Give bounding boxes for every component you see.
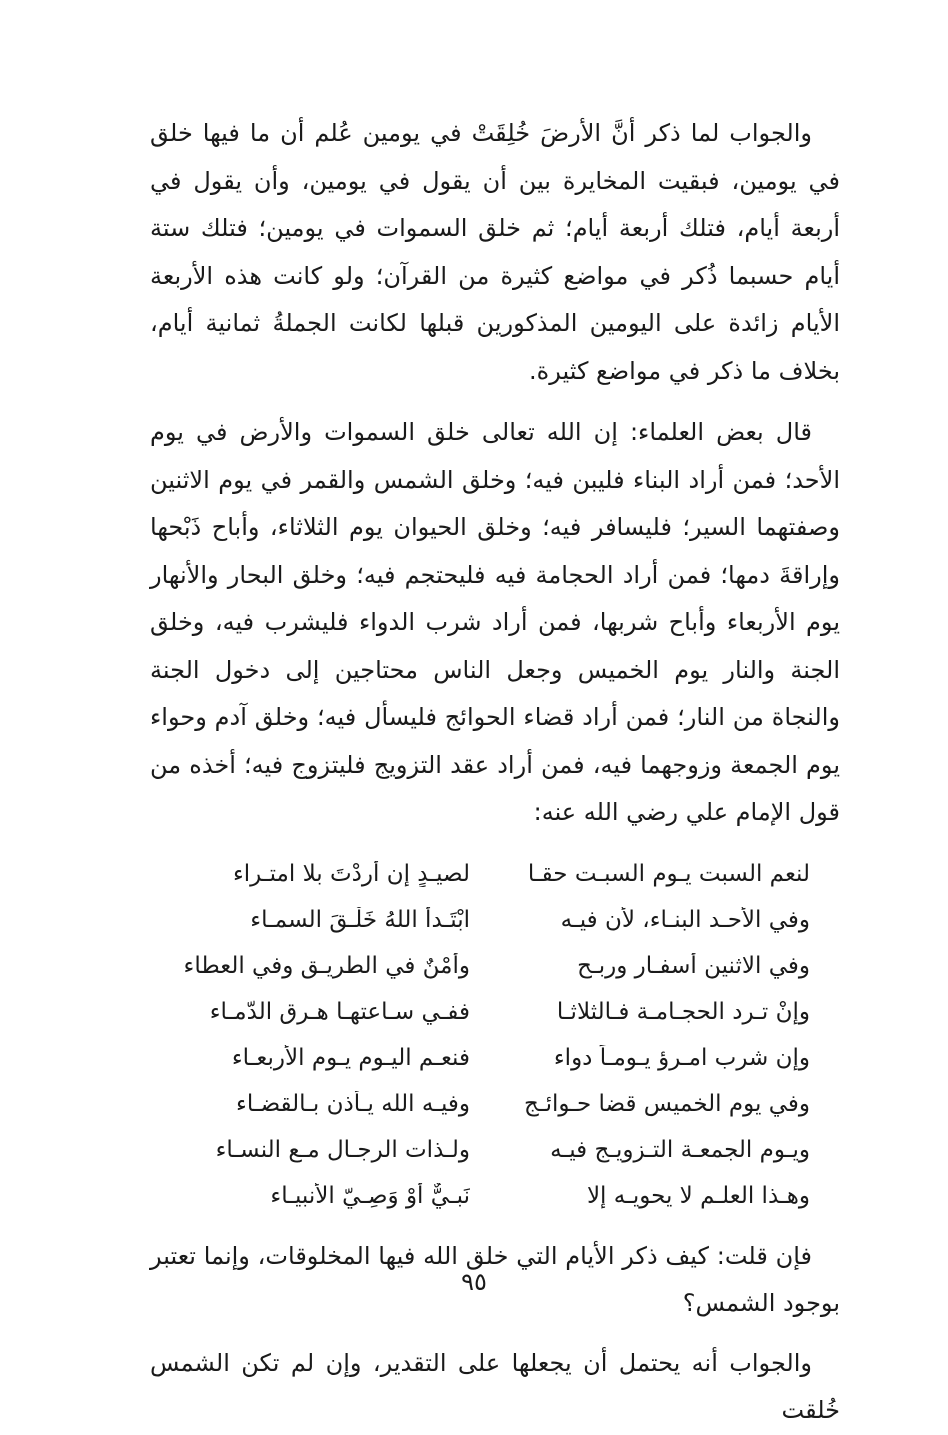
- paragraph-answer-estimate: والجواب أنه يحتمل أن يجعلها على التقدير، وإن لم تكن الشمس خُلقت: [150, 1348, 840, 1424]
- verse-first-hemistich: لنعم السبت يـوم السبـت حقـا: [527, 860, 810, 887]
- verse-second-hemistich: فنعـم اليـوم يـوم الأربعـاء: [231, 1044, 470, 1071]
- paragraph-scholars-days: قال بعض العلماء: إن الله تعالى خلق السموات والأرض في يوم الأحد؛ فمن أراد البناء فليبن فيه؛ وخلق الشمس والقمر في يوم الاثنين وصفتهما السير؛ فليسافر فيه؛ وخلق الحيوان يوم الثلاثاء، وأباح ذَبْحها وإراقةَ دمها؛ فمن أراد الحجامة فيه فليحتجم فيه؛ وخلق البحار والأنهار يوم الأربعاء وأباح شربها، فمن أراد شرب الدواء فليشرب فيه، وخلق الجنة والنار يوم الخميس وجعل الناس محتاجين إلى دخول الجنة والنجاة من النار؛ فمن أراد قضاء الحوائج فليسأل فيه؛ وخلق آدم وحواء يوم الجمعة وزوجهما فيه، فمن أراد عقد التزويج فليتزوج فيه؛ أخذه من قول الإمام علي رضي الله عنه:: [150, 418, 840, 826]
- poem-verse: [150, 1127, 840, 1173]
- verse-second-hemistich: ولـذات الرجـال مـع النسـاء: [215, 1136, 470, 1163]
- page-number: ٩٥: [461, 1268, 487, 1296]
- verse-first-hemistich: وهـذا العلـم لا يحويـه إلا: [586, 1182, 810, 1209]
- verse-first-hemistich: وفي الأحـد البنـاء، لأن فيـه: [560, 906, 810, 933]
- verse-first-hemistich: وإنْ تـرد الحجـامـة فـالثلاثـا: [556, 998, 810, 1025]
- paragraph-question: فإن قلت: كيف ذكر الأيام التي خلق الله فيها المخلوقات، وإنما تعتبر بوجود الشمس؟: [150, 1241, 840, 1317]
- verse-first-hemistich: وفي الاثنين أسفـار وربـح: [577, 952, 810, 979]
- verse-second-hemistich: وأَمْنٌ في الطريـق وفي العطاء: [183, 952, 470, 979]
- verse-second-hemistich: وفيـه الله يـأذن بـالقضـاء: [236, 1090, 470, 1117]
- poem-verse: [150, 989, 840, 1035]
- poem-verse: [150, 1173, 840, 1219]
- poem-verse: [150, 943, 840, 989]
- poem-verse: [150, 897, 840, 943]
- verse-first-hemistich: وفي يوم الخميس قضا حـوائـج: [523, 1090, 810, 1117]
- poem-verse: [150, 1081, 840, 1127]
- verse-second-hemistich: ففـي سـاعتهـا هـرق الدّمـاء: [209, 998, 470, 1025]
- page-body: [150, 110, 840, 1435]
- poem: [150, 851, 840, 1219]
- verse-first-hemistich: وإن شرب امـرؤ يـومـاً دواء: [553, 1044, 810, 1071]
- poem-verse: [150, 1035, 840, 1081]
- verse-second-hemistich: نَبـيٌّ أَوْ وَصِـيّ الأنبيـاء: [270, 1182, 470, 1209]
- verse-second-hemistich: لصيـدٍ إن أَردْتَ بلا امتـراء: [232, 860, 470, 887]
- verse-first-hemistich: ويـوم الجمعـة التـزويـج فيـه: [550, 1136, 810, 1163]
- poem-verse: [150, 851, 840, 897]
- verse-second-hemistich: ابْتَـدأ اللهُ خَلْـقَ السمـاء: [250, 906, 470, 933]
- paragraph-answer-days: والجواب لما ذكر أنَّ الأرضَ خُلِقَتْ في يومين عُلم أن ما فيها خلق في يومين، فبقيت المخايرة بين أن يقول في يومين، وأن يقول في أربعة أيام، فتلك أربعة أيام؛ ثم خلق السموات في يومين؛ فتلك ستة أيام حسبما ذُكر في مواضع كثيرة من القرآن؛ ولو كانت هذه الأربعة الأيام زائدة على اليومين المذكورين قبلها لكانت الجملةُ ثمانية أيام، بخلاف ما ذكر في مواضع كثيرة.: [150, 119, 840, 385]
